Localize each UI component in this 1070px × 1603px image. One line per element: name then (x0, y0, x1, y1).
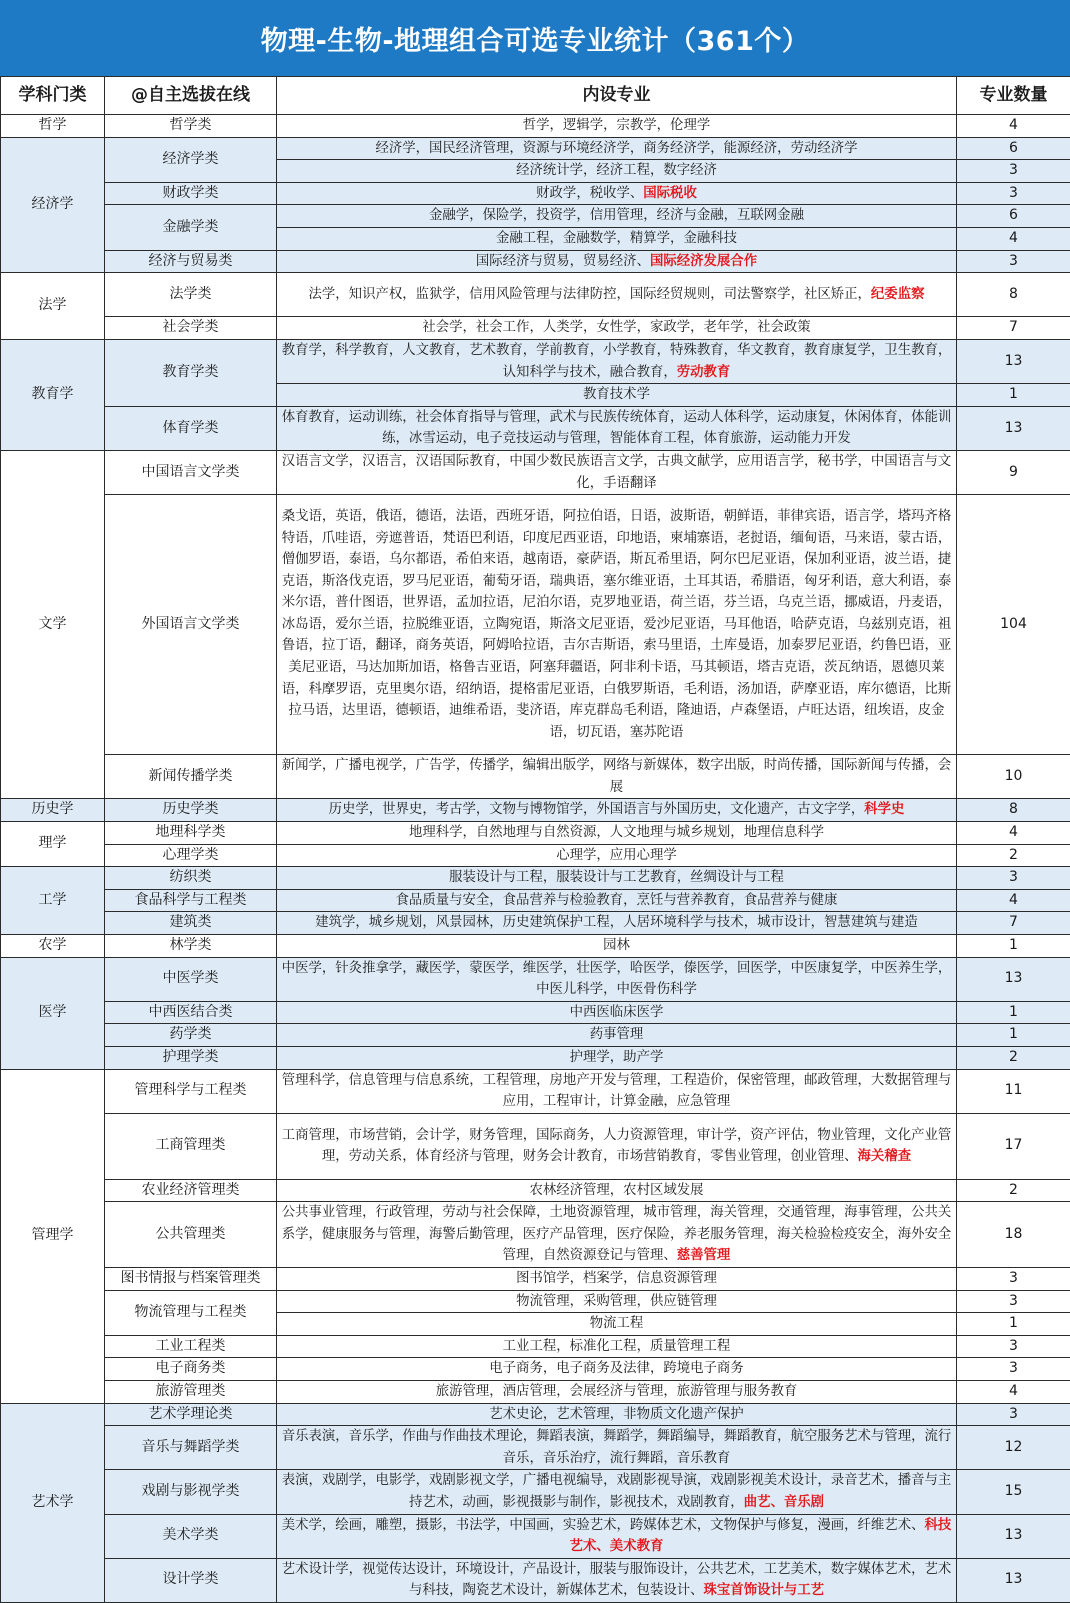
count-cell: 6 (957, 137, 1070, 160)
discipline-cell: 农学 (1, 935, 105, 958)
table-row (1, 205, 1070, 228)
count-cell: 11 (957, 1069, 1070, 1113)
category-cell: 哲学类 (105, 115, 277, 138)
majors-cell (277, 160, 957, 183)
category-cell: 经济学类 (105, 137, 277, 182)
count-cell: 13 (957, 957, 1070, 1001)
count-cell: 3 (957, 1290, 1070, 1313)
majors-cell (277, 867, 957, 890)
table-row (1, 1426, 1070, 1470)
count-cell: 13 (957, 339, 1070, 383)
highlighted-major: 纪委监察 (871, 287, 925, 302)
category-cell: 新闻传播学类 (105, 755, 277, 799)
discipline-cell: 经济学 (1, 137, 105, 273)
majors-text: 美术学，绘画，雕塑，摄影，书法学，中国画，实验艺术，跨媒体艺术，文物保护与修复，漫画，纤维艺术、 (282, 1518, 925, 1533)
majors-text: 音乐表演，音乐学，作曲与作曲技术理论，舞蹈表演，舞蹈学，舞蹈编导，舞蹈教育，航空服务艺术与管理，流行音乐，音乐治疗，流行舞蹈，音乐教育 (282, 1429, 952, 1466)
count-cell: 8 (957, 799, 1070, 822)
majors-text: 法学，知识产权，监狱学，信用风险管理与法律防控，国际经贸规则，司法警察学，社区矫正， (309, 287, 871, 302)
table-row (1, 1290, 1070, 1313)
majors-text: 物流管理，采购管理，供应链管理 (516, 1294, 717, 1309)
count-cell: 1 (957, 1001, 1070, 1024)
majors-cell (277, 250, 957, 273)
table-row (1, 182, 1070, 205)
category-cell: 中西医结合类 (105, 1001, 277, 1024)
category-cell: 公共管理类 (105, 1202, 277, 1268)
count-cell: 17 (957, 1113, 1070, 1179)
count-cell: 8 (957, 273, 1070, 317)
table-row (1, 1047, 1070, 1070)
table-row (1, 250, 1070, 273)
count-cell: 3 (957, 160, 1070, 183)
category-cell: 建筑类 (105, 912, 277, 935)
majors-text: 金融学，保险学，投资学，信用管理，经济与金融，互联网金融 (429, 208, 804, 223)
category-cell: 管理科学与工程类 (105, 1069, 277, 1113)
majors-cell (277, 384, 957, 407)
table-row (1, 1202, 1070, 1268)
category-cell: 林学类 (105, 935, 277, 958)
majors-text: 护理学，助产学 (570, 1050, 664, 1065)
category-cell: 法学类 (105, 273, 277, 317)
majors-cell (277, 406, 957, 450)
table-row (1, 755, 1070, 799)
majors-cell (277, 205, 957, 228)
count-cell: 12 (957, 1426, 1070, 1470)
category-cell: 食品科学与工程类 (105, 889, 277, 912)
category-cell: 财政学类 (105, 182, 277, 205)
majors-cell (277, 935, 957, 958)
count-cell: 3 (957, 182, 1070, 205)
table-row (1, 495, 1070, 755)
majors-cell (277, 1047, 957, 1070)
count-cell: 2 (957, 844, 1070, 867)
count-cell: 1 (957, 935, 1070, 958)
count-cell: 3 (957, 867, 1070, 890)
highlighted-major: 科学史 (864, 802, 904, 817)
majors-cell (277, 1335, 957, 1358)
category-cell: 戏剧与影视学类 (105, 1470, 277, 1514)
table-row (1, 799, 1070, 822)
header-count: 专业数量 (957, 77, 1070, 115)
category-cell: 纺织类 (105, 867, 277, 890)
category-cell: 美术学类 (105, 1514, 277, 1558)
count-cell: 13 (957, 1558, 1070, 1602)
category-cell: 历史学类 (105, 799, 277, 822)
discipline-cell: 教育学 (1, 339, 105, 450)
table-row (1, 822, 1070, 845)
table-row (1, 406, 1070, 450)
discipline-cell: 艺术学 (1, 1403, 105, 1602)
table-row (1, 1514, 1070, 1558)
count-cell: 2 (957, 1179, 1070, 1202)
count-cell: 1 (957, 1024, 1070, 1047)
table-row (1, 450, 1070, 494)
count-cell: 2 (957, 1047, 1070, 1070)
table-row (1, 912, 1070, 935)
category-cell: 地理科学类 (105, 822, 277, 845)
highlighted-major: 珠宝首饰设计与工艺 (704, 1583, 825, 1598)
majors-cell (277, 844, 957, 867)
majors-text: 服装设计与工程，服装设计与工艺教育，丝绸设计与工程 (449, 870, 784, 885)
majors-text: 金融工程，金融数学，精算学，金融科技 (496, 231, 737, 246)
category-cell: 药学类 (105, 1024, 277, 1047)
majors-cell (277, 339, 957, 383)
majors-cell (277, 182, 957, 205)
majors-text: 电子商务，电子商务及法律，跨境电子商务 (489, 1361, 743, 1376)
table-row (1, 1358, 1070, 1381)
category-cell: 心理学类 (105, 844, 277, 867)
majors-text: 哲学，逻辑学，宗教学，伦理学 (523, 118, 710, 133)
majors-cell (277, 1514, 957, 1558)
majors-cell (277, 1267, 957, 1290)
count-cell: 13 (957, 406, 1070, 450)
table-row (1, 844, 1070, 867)
category-cell: 外国语言文学类 (105, 495, 277, 755)
header-category: @自主选拔在线 (105, 77, 277, 115)
table-row (1, 115, 1070, 138)
majors-text: 艺术设计学，视觉传达设计，环境设计，产品设计，服装与服饰设计，公共艺术，工艺美术，数字媒体艺术，艺术与科技，陶瓷艺术设计，新媒体艺术，包装设计、 (282, 1562, 952, 1599)
majors-text: 历史学，世界史，考古学，文物与博物馆学，外国语言与外国历史，文化遗产，古文字学， (329, 802, 865, 817)
majors-text: 艺术史论，艺术管理，非物质文化遗产保护 (489, 1407, 743, 1422)
category-cell: 社会学类 (105, 317, 277, 340)
category-cell: 图书情报与档案管理类 (105, 1267, 277, 1290)
highlighted-major: 劳动教育 (677, 365, 731, 380)
count-cell: 18 (957, 1202, 1070, 1268)
majors-text: 国际经济与贸易，贸易经济、 (476, 254, 650, 269)
majors-text: 中医学，针灸推拿学，藏医学，蒙医学，维医学，壮医学，哈医学，傣医学，回医学，中医康复学，中医养生学，中医儿科学，中医骨伤科学 (282, 961, 952, 998)
category-cell: 金融学类 (105, 205, 277, 250)
category-cell: 工商管理类 (105, 1113, 277, 1179)
category-cell: 物流管理与工程类 (105, 1290, 277, 1335)
table-row (1, 935, 1070, 958)
majors-text: 中西医临床医学 (570, 1005, 664, 1020)
majors-cell (277, 889, 957, 912)
discipline-cell: 理学 (1, 822, 105, 867)
majors-text: 表演，戏剧学，电影学，戏剧影视文学，广播电视编导，戏剧影视导演，戏剧影视美术设计，录音艺术，播音与主持艺术，动画，影视摄影与制作，影视技术，戏剧教育， (282, 1473, 952, 1510)
category-cell: 护理学类 (105, 1047, 277, 1070)
table-row (1, 1179, 1070, 1202)
count-cell: 7 (957, 317, 1070, 340)
count-cell: 3 (957, 250, 1070, 273)
count-cell: 13 (957, 1514, 1070, 1558)
discipline-cell: 历史学 (1, 799, 105, 822)
count-cell: 4 (957, 227, 1070, 250)
majors-text: 公共事业管理，行政管理，劳动与社会保障，土地资源管理，城市管理，海关管理，交通管理，海事管理，公共关系学，健康服务与管理，海警后勤管理，医疗产品管理，医疗保险，养老服务管理，海关检验检疫安全，海外安全管理，自然资源登记与管理、 (282, 1205, 952, 1263)
count-cell: 3 (957, 1358, 1070, 1381)
majors-text: 管理科学，信息管理与信息系统，工程管理，房地产开发与管理，工程造价，保密管理，邮政管理，大数据管理与应用，工程审计，计算金融，应急管理 (282, 1073, 952, 1110)
majors-text: 经济学，国民经济管理，资源与环境经济学，商务经济学，能源经济，劳动经济学 (375, 141, 857, 156)
table-row (1, 1267, 1070, 1290)
majors-text: 教育学，科学教育，人文教育，艺术教育，学前教育，小学教育，特殊教育，华文教育，教育康复学，卫生教育，认知科学与技术，融合教育， (282, 343, 952, 380)
majors-cell (277, 799, 957, 822)
count-cell: 3 (957, 1335, 1070, 1358)
majors-text: 园林 (603, 938, 630, 953)
majors-cell (277, 755, 957, 799)
majors-text: 财政学，税收学、 (536, 186, 643, 201)
category-cell: 旅游管理类 (105, 1380, 277, 1403)
count-cell: 10 (957, 755, 1070, 799)
majors-cell (277, 137, 957, 160)
highlighted-major: 曲艺、音乐剧 (744, 1495, 824, 1510)
major-stat-table (0, 76, 1070, 1603)
table-row (1, 1558, 1070, 1602)
category-cell: 电子商务类 (105, 1358, 277, 1381)
majors-cell (277, 1202, 957, 1268)
table-row (1, 1335, 1070, 1358)
table-row (1, 1024, 1070, 1047)
majors-cell (277, 822, 957, 845)
majors-cell (277, 227, 957, 250)
majors-text: 新闻学，广播电视学，广告学，传播学，编辑出版学，网络与新媒体，数字出版，时尚传播，国际新闻与传播，会展 (282, 758, 952, 795)
count-cell: 1 (957, 1313, 1070, 1336)
count-cell: 4 (957, 822, 1070, 845)
highlighted-major: 科技艺术、美术教育 (570, 1518, 952, 1555)
majors-text: 物流工程 (590, 1316, 644, 1331)
majors-cell (277, 1358, 957, 1381)
page-title: 物理-生物-地理组合可选专业统计（361个） (0, 0, 1070, 76)
category-cell: 教育学类 (105, 339, 277, 406)
count-cell: 4 (957, 1380, 1070, 1403)
majors-cell (277, 957, 957, 1001)
majors-text: 经济统计学，经济工程，数字经济 (516, 163, 717, 178)
count-cell: 1 (957, 384, 1070, 407)
majors-text: 旅游管理，酒店管理，会展经济与管理，旅游管理与服务教育 (436, 1384, 798, 1399)
category-cell: 设计学类 (105, 1558, 277, 1602)
category-cell: 工业工程类 (105, 1335, 277, 1358)
majors-cell (277, 1069, 957, 1113)
majors-text: 工商管理，市场营销，会计学，财务管理，国际商务，人力资源管理，审计学，资产评估，物业管理，文化产业管理，劳动关系，体育经济与管理，财务会计教育，市场营销教育，零售业管理，创业管理、 (282, 1128, 952, 1165)
majors-text: 教育技术学 (583, 387, 650, 402)
table-row (1, 1001, 1070, 1024)
category-cell: 艺术学理论类 (105, 1403, 277, 1426)
category-cell: 农业经济管理类 (105, 1179, 277, 1202)
category-cell: 中国语言文学类 (105, 450, 277, 494)
highlighted-major: 慈善管理 (677, 1248, 731, 1263)
discipline-cell: 法学 (1, 273, 105, 340)
majors-cell (277, 1024, 957, 1047)
majors-text: 心理学，应用心理学 (556, 848, 677, 863)
table-row (1, 1470, 1070, 1514)
majors-cell (277, 1290, 957, 1313)
discipline-cell: 管理学 (1, 1069, 105, 1403)
majors-cell (277, 273, 957, 317)
category-cell: 体育学类 (105, 406, 277, 450)
count-cell: 4 (957, 889, 1070, 912)
table-row (1, 957, 1070, 1001)
table-row (1, 317, 1070, 340)
majors-cell (277, 1001, 957, 1024)
majors-cell (277, 450, 957, 494)
count-cell: 3 (957, 1267, 1070, 1290)
majors-cell (277, 115, 957, 138)
count-cell: 15 (957, 1470, 1070, 1514)
majors-text: 汉语言文学，汉语言，汉语国际教育，中国少数民族语言文学，古典文献学，应用语言学，秘书学，中国语言与文化，手语翻译 (282, 454, 952, 491)
majors-text: 社会学，社会工作，人类学，女性学，家政学，老年学，社会政策 (422, 320, 810, 335)
count-cell: 4 (957, 115, 1070, 138)
majors-cell (277, 1558, 957, 1602)
table-row (1, 1113, 1070, 1179)
majors-cell (277, 1470, 957, 1514)
highlighted-major: 国际税收 (643, 186, 697, 201)
majors-text: 农林经济管理，农村区域发展 (529, 1183, 703, 1198)
table-row (1, 273, 1070, 317)
majors-cell (277, 495, 957, 755)
majors-text: 建筑学，城乡规划，风景园林，历史建筑保护工程，人居环境科学与技术，城市设计，智慧建筑与建造 (315, 915, 918, 930)
majors-cell (277, 1313, 957, 1336)
majors-cell (277, 1426, 957, 1470)
header-discipline: 学科门类 (1, 77, 105, 115)
table-body (1, 115, 1070, 1603)
count-cell: 7 (957, 912, 1070, 935)
table-row (1, 889, 1070, 912)
majors-cell (277, 1380, 957, 1403)
count-cell: 104 (957, 495, 1070, 755)
majors-text: 桑戈语，英语，俄语，德语，法语，西班牙语，阿拉伯语，日语，波斯语，朝鲜语，菲律宾语，语言学，塔玛齐格特语，爪哇语，旁遮普语，梵语巴利语，印度尼西亚语，印地语，柬埔寨语，老挝语，缅甸语，马来语，蒙古语，僧伽罗语，泰语，乌尔都语，希伯来语，越南语，豪萨语，斯瓦希里语，阿尔巴尼亚语，保加利亚语，波兰语，捷克语，斯洛伐克语，罗马尼亚语，葡萄牙语，瑞典语，塞尔维亚语，土耳其语，希腊语，匈牙利语，意大利语，泰米尔语，普什图语，世界语，孟加拉语，尼泊尔语，克罗地亚语，荷兰语，芬兰语，乌克兰语，挪威语，丹麦语，冰岛语，爱尔兰语，拉脱维亚语，立陶宛语，斯洛文尼亚语，爱沙尼亚语，马耳他语，哈萨克语，乌兹别克语，祖鲁语，拉丁语，翻译，商务英语，阿姆哈拉语，吉尔吉斯语，索马里语，土库曼语，加泰罗尼亚语，约鲁巴语，亚美尼亚语，马达加斯加语，格鲁吉亚语，阿塞拜疆语，阿非利卡语，马其顿语，塔吉克语，茨瓦纳语，恩德贝莱语，科摩罗语，克里奥尔语，绍纳语，提格雷尼亚语，白俄罗斯语，毛利语，汤加语，萨摩亚语，库尔德语，比斯拉马语，达里语，德顿语，迪维希语，斐济语，库克群岛毛利语，隆迪语，卢森堡语，卢旺达语，纽埃语，皮金语，切瓦语，塞苏陀语 (282, 509, 952, 740)
majors-cell (277, 317, 957, 340)
majors-cell (277, 1179, 957, 1202)
table-row (1, 339, 1070, 383)
count-cell: 6 (957, 205, 1070, 228)
category-cell: 音乐与舞蹈学类 (105, 1426, 277, 1470)
majors-text: 图书馆学，档案学，信息资源管理 (516, 1271, 717, 1286)
count-cell: 9 (957, 450, 1070, 494)
table-row (1, 1403, 1070, 1426)
majors-text: 工业工程，标准化工程，质量管理工程 (503, 1339, 731, 1354)
discipline-cell: 哲学 (1, 115, 105, 138)
discipline-cell: 文学 (1, 450, 105, 799)
discipline-cell: 工学 (1, 867, 105, 935)
highlighted-major: 海关稽查 (858, 1149, 912, 1164)
discipline-cell: 医学 (1, 957, 105, 1069)
majors-cell (277, 1113, 957, 1179)
majors-text: 药事管理 (590, 1027, 644, 1042)
table-row (1, 867, 1070, 890)
majors-cell (277, 1403, 957, 1426)
category-cell: 中医学类 (105, 957, 277, 1001)
table-row (1, 1380, 1070, 1403)
table-row (1, 1069, 1070, 1113)
table-row (1, 137, 1070, 160)
table-header-row (1, 77, 1070, 115)
majors-text: 食品质量与安全，食品营养与检验教育，烹饪与营养教育，食品营养与健康 (396, 893, 838, 908)
header-majors: 内设专业 (277, 77, 957, 115)
majors-text: 地理科学，自然地理与自然资源，人文地理与城乡规划，地理信息科学 (409, 825, 824, 840)
highlighted-major: 国际经济发展合作 (650, 254, 757, 269)
majors-cell (277, 912, 957, 935)
category-cell: 经济与贸易类 (105, 250, 277, 273)
count-cell: 3 (957, 1403, 1070, 1426)
majors-text: 体育教育，运动训练，社会体育指导与管理，武术与民族传统体育，运动人体科学，运动康复，休闲体育，体能训练，冰雪运动，电子竞技运动与管理，智能体育工程，体育旅游，运动能力开发 (282, 410, 952, 447)
